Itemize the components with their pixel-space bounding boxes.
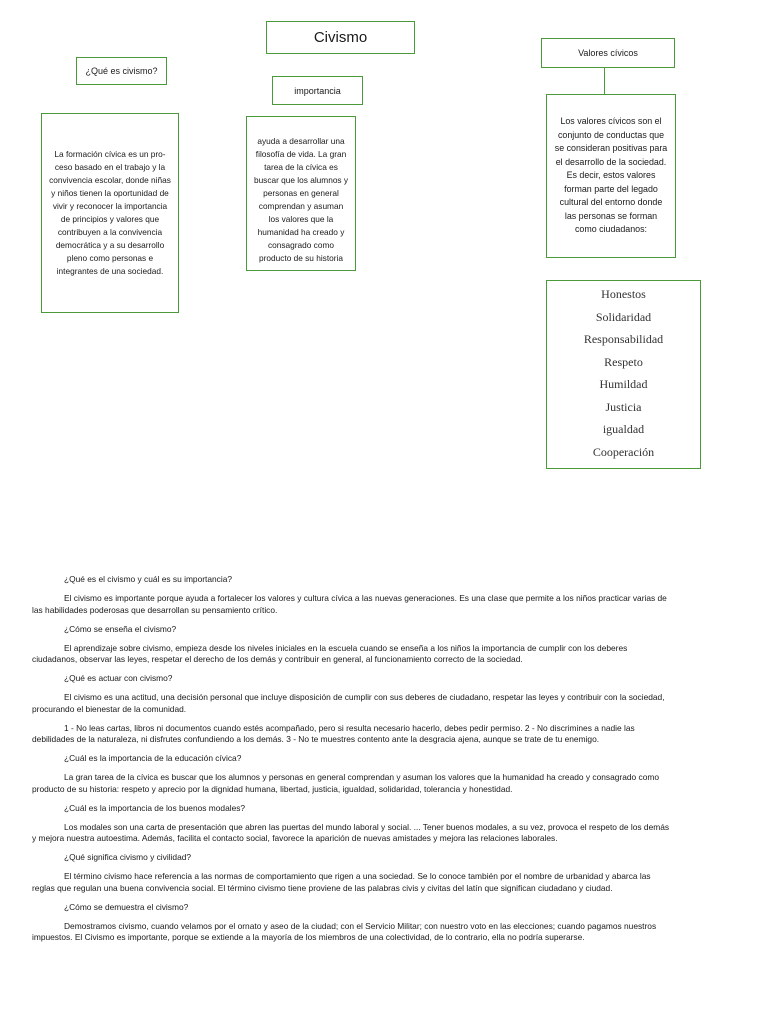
article-question: ¿Cómo se demuestra el civismo? xyxy=(64,901,189,912)
civic-values-node: Valores cívicos xyxy=(541,38,675,68)
connector-line xyxy=(604,68,605,94)
values-description-box xyxy=(546,94,676,258)
article-paragraph: Demostramos civismo, cuando velamos por el ornato y aseo de la ciudad; con el Servicio Militar; con nuestro voto en las elecciones; cuando pagamos nuestros impuestos. El Civismo es importante, porque se extiende a la mayoría de los miembros de una colectividad, de lo contrario, ella no podría superarse. xyxy=(32,920,657,942)
article-question: ¿Qué es actuar con civismo? xyxy=(64,673,173,683)
importance-node: importancia xyxy=(272,76,363,105)
article-paragraph: 1 - No leas cartas, libros ni documentos cuando estés acompañado, pero si resulta necesario hacerlo, debes pedir permiso. 2 - No discrimines a nadie las debilidades de la naturaleza, ni disfrutes confundiendo a los demás. 3 - No te muestres contento ante la desgracia ajena, aunque se trate de tu enemigo. xyxy=(32,722,635,744)
values-text: Los valores cívicos son el conjunto de conductas que se consideran positivas para el desarrollo de la sociedad. Es decir, estos valores forman parte del legado cultural del entorno donde las personas se forman como ciudadanos: xyxy=(554,116,668,235)
importance-text-box xyxy=(246,116,356,271)
value-item: Honestos xyxy=(601,287,646,301)
value-item: Cooperación xyxy=(592,444,655,459)
formation-text: La formación cívica es un pro- ceso basado en el trabajo y la convivencia escolar, donde niñas y niños tienen la oportunidad de vivir y reconocer la importancia de principios y valores que contribuyen a la convivencia democrática y a su desarrollo pleno como personas e integrantes de una sociedad. xyxy=(49,149,171,276)
importance-text: ayuda a desarrollar una filosofía de vida. La gran tarea de la cívica es buscar que los alumnos y personas en general comprendan y asuman los valores que la humanidad ha creado y consagrado como producto de su historia xyxy=(253,136,349,263)
article-paragraph: Los modales son una carta de presentación que abren las puertas del mundo laboral y social. ... Tener buenos modales, a su vez, provoca el respeto de los demás y mejora nuestra autoestima. Además, facilita el contacto social, favorece la aparición de nuevas amistades y mejora las relaciones laborales. xyxy=(32,821,670,843)
article-question: ¿Cómo se enseña el civismo? xyxy=(64,623,177,634)
value-item: Respeto xyxy=(604,354,643,369)
article-question: ¿Cuál es la importancia de los buenos modales? xyxy=(64,802,246,813)
article-question: ¿Qué es el civismo y cuál es su importancia? xyxy=(64,574,233,584)
value-item: igualdad xyxy=(602,422,645,436)
article-paragraph: El civismo es importante porque ayuda a fortalecer los valores y cultura cívica a las nuevas generaciones. Es una clase que permite a los niños practicar varias de las habilidades poderosas que desarrollan su pensamiento crítico. xyxy=(32,593,667,615)
article-text xyxy=(32,574,672,951)
question-node: ¿Qué es civismo? xyxy=(76,57,167,85)
article-question: ¿Cuál es la importancia de la educación cívica? xyxy=(64,753,242,763)
map-title: Civismo xyxy=(266,21,415,54)
value-item: Responsabilidad xyxy=(583,332,664,346)
article-paragraph: El civismo es una actitud, una decisión personal que incluye disposición de cumplir con sus deberes de ciudadano, respetar las leyes y contribuir con la sociedad, procurando el bienestar de la comunidad. xyxy=(32,692,665,714)
article-paragraph: El término civismo hace referencia a las normas de comportamiento que rigen a una sociedad. Se lo conoce también por el nombre de urbanidad y abarca las reglas que regulan una buena convivencia social. El término civismo tiene proviene de las palabras civis y civitas del latín que significan ciudadano y ciudad. xyxy=(32,871,651,893)
value-item: Humildad xyxy=(599,377,648,391)
article-paragraph: El aprendizaje sobre civismo, empieza desde los niveles iniciales en la escuela cuando se enseña a los niños la importancia de cumplir con los deberes ciudadanos, observar las leyes, respetar el derecho de los demás y contribuir en general, al funcionamiento correcto de la sociedad. xyxy=(32,642,628,664)
article-question: ¿Qué significa civismo y civilidad? xyxy=(64,852,192,862)
formation-definition-box xyxy=(41,113,179,313)
value-item: Solidaridad xyxy=(595,309,652,324)
value-item: Justicia xyxy=(605,399,642,414)
article-paragraph: La gran tarea de la cívica es buscar que los alumnos y personas en general comprendan y asuman los valores que la humanidad ha creado y consagrado como producto de su historia: respeto y aprecio por la dignidad humana, libertad, justicia, igualdad, solidaridad, tolerancia y honestidad. xyxy=(32,772,659,794)
values-list-box xyxy=(546,280,701,469)
